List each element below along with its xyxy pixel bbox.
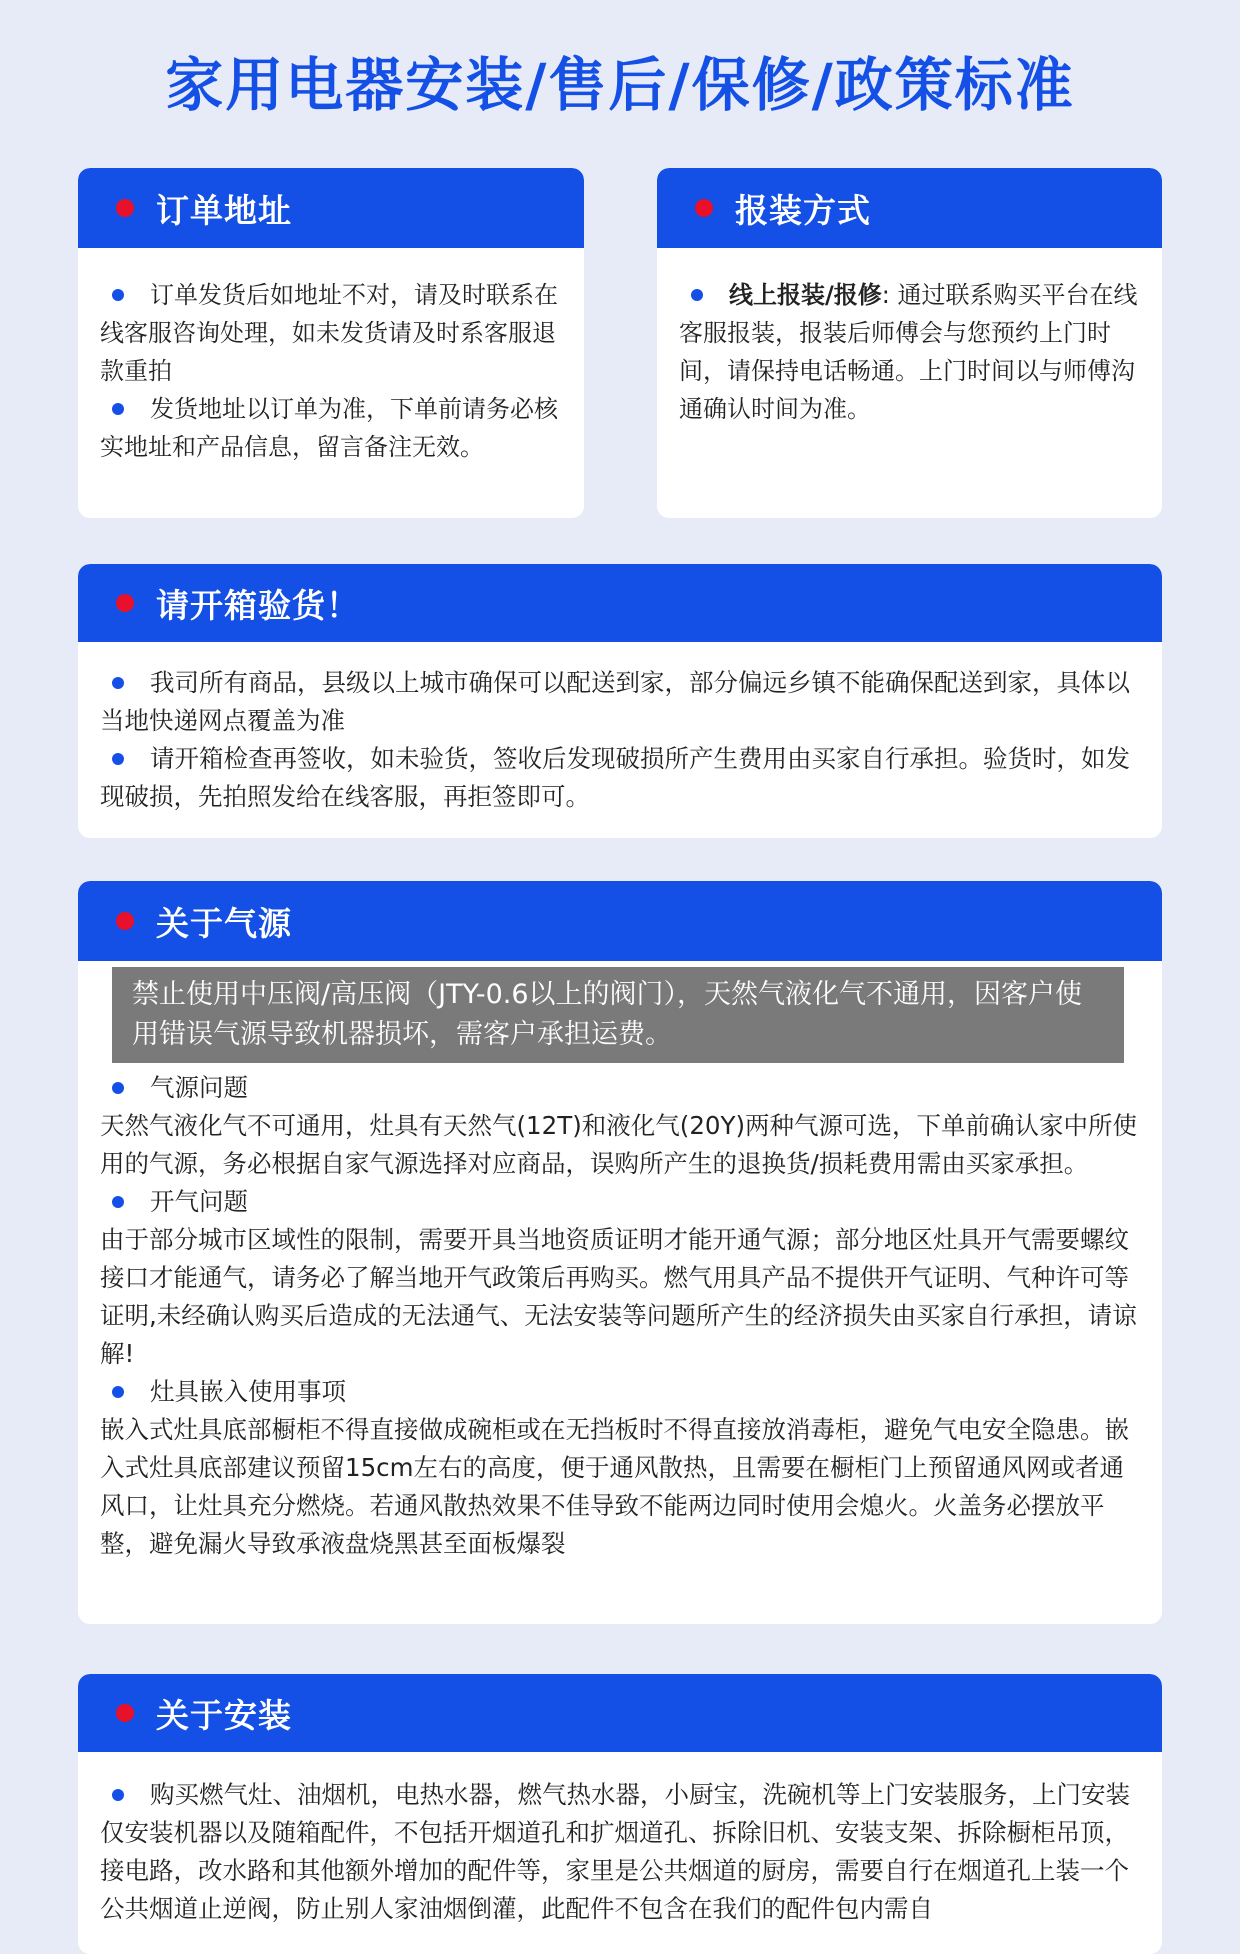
installation-card: [78, 1674, 1162, 1954]
repair-method-card: [657, 168, 1162, 518]
red-dot-icon: [116, 594, 134, 612]
bullet-icon: [691, 289, 703, 301]
order-address-item-1: [100, 276, 562, 390]
bullet-icon: [112, 403, 124, 415]
repair-method-item: [679, 276, 1140, 428]
order-address-heading: 订单地址: [156, 190, 292, 230]
bullet-icon: [112, 753, 124, 765]
order-address-body: [78, 248, 584, 466]
inspection-header: [78, 564, 1162, 642]
bullet-icon: [112, 1789, 124, 1801]
inspection-body: [78, 642, 1162, 816]
gas-source-heading: 关于气源: [156, 903, 292, 943]
repair-method-header: [657, 168, 1162, 248]
bullet-icon: [112, 677, 124, 689]
gas-source-text-3: 嵌入式灶具底部橱柜不得直接做成碗柜或在无挡板时不得直接放消毒柜，避免气电安全隐患。嵌入式灶具底部建议预留15cm左右的高度，便于通风散热，且需要在橱柜门上预留通风网或者通风口，让灶具充分燃烧。若通风散热效果不佳导致不能两边同时使用会熄火。火盖务必摆放平整，避免漏火导致承液盘烧黑甚至面板爆裂: [100, 1415, 1129, 1558]
order-address-header: [78, 168, 584, 248]
gas-source-text-2: 由于部分城市区域性的限制，需要开具当地资质证明才能开通气源；部分地区灶具开气需要螺纹接口才能通气，请务必了解当地开气政策后再购买。燃气用具产品不提供开气证明、气种许可等证明,未经确认购买后造成的无法通气、无法安装等问题所产生的经济损失由买家自行承担，请谅解!: [100, 1225, 1137, 1368]
order-address-text-2: 发货地址以订单为准，下单前请务必核实地址和产品信息，留言备注无效。: [100, 395, 558, 461]
inspection-card: [78, 564, 1162, 838]
gas-source-h1: 气源问题: [150, 1073, 248, 1102]
gas-source-text-1: 天然气液化气不可通用，灶具有天然气(12T)和液化气(20Y)两种气源可选，下单前确认家中所使用的气源，务必根据自家气源选择对应商品，误购所产生的退换货/损耗费用需由买家承担。: [100, 1111, 1138, 1178]
gas-source-card: [78, 881, 1162, 1624]
bullet-icon: [112, 289, 124, 301]
bullet-icon: [112, 1196, 124, 1208]
inspection-item-1: [100, 664, 1140, 740]
gas-source-h3: 灶具嵌入使用事项: [150, 1377, 346, 1406]
installation-text: 购买燃气灶、油烟机，电热水器，燃气热水器，小厨宝，洗碗机等上门安装服务，上门安装仅安装机器以及随箱配件，不包括开烟道孔和扩烟道孔、拆除旧机、安装支架、拆除橱柜吊顶，接电路，改水路和其他额外增加的配件等，家里是公共烟道的厨房，需要自行在烟道孔上装一个公共烟道止逆阀，防止别人家油烟倒灌，此配件不包含在我们的配件包内需自: [100, 1780, 1130, 1923]
installation-body: [78, 1752, 1162, 1928]
repair-method-text: : 通过联系购买平台在线客服报装，报装后师傅会与您预约上门时间，请保持电话畅通。上门时间以与师傅沟通确认时间为准。: [679, 281, 1138, 423]
red-dot-icon: [116, 199, 134, 217]
red-dot-icon: [116, 912, 134, 930]
gas-source-header: [78, 881, 1162, 961]
order-address-card: [78, 168, 584, 518]
inspection-text-1: 我司所有商品，县级以上城市确保可以配送到家，部分偏远乡镇不能确保配送到家，具体以当地快递网点覆盖为准: [100, 668, 1130, 735]
red-dot-icon: [695, 199, 713, 217]
repair-method-body: [657, 248, 1162, 428]
page-title: 家用电器安装/售后/保修/政策标准: [165, 51, 1075, 119]
gas-source-h2: 开气问题: [150, 1187, 248, 1216]
inspection-text-2: 请开箱检查再签收，如未验货，签收后发现破损所产生费用由买家自行承担。验货时，如发现破损，先拍照发给在线客服，再拒签即可。: [100, 744, 1130, 811]
bullet-icon: [112, 1082, 124, 1094]
order-address-text-1: 订单发货后如地址不对，请及时联系在线客服咨询处理，如未发货请及时系客服退款重拍: [100, 281, 558, 385]
order-address-item-2: [100, 390, 562, 466]
repair-method-heading: 报装方式: [735, 190, 871, 230]
inspection-item-2: [100, 740, 1140, 816]
inspection-heading: 请开箱验货！: [156, 585, 360, 625]
gas-source-subheading-1: [100, 1069, 1140, 1107]
installation-header: [78, 1674, 1162, 1752]
gas-source-subheading-3: [100, 1373, 1140, 1411]
gas-source-subheading-2: [100, 1183, 1140, 1221]
installation-item: [100, 1776, 1140, 1928]
gas-source-body: [78, 961, 1162, 1563]
installation-heading: 关于安装: [156, 1695, 292, 1735]
repair-method-lead: 线上报装/报修: [729, 281, 882, 309]
red-dot-icon: [116, 1704, 134, 1722]
bullet-icon: [112, 1386, 124, 1398]
gas-source-notice: 禁止使用中压阀/高压阀（JTY-0.6以上的阀门），天然气液化气不通用，因客户使用错误气源导致机器损坏，需客户承担运费。: [112, 967, 1124, 1063]
